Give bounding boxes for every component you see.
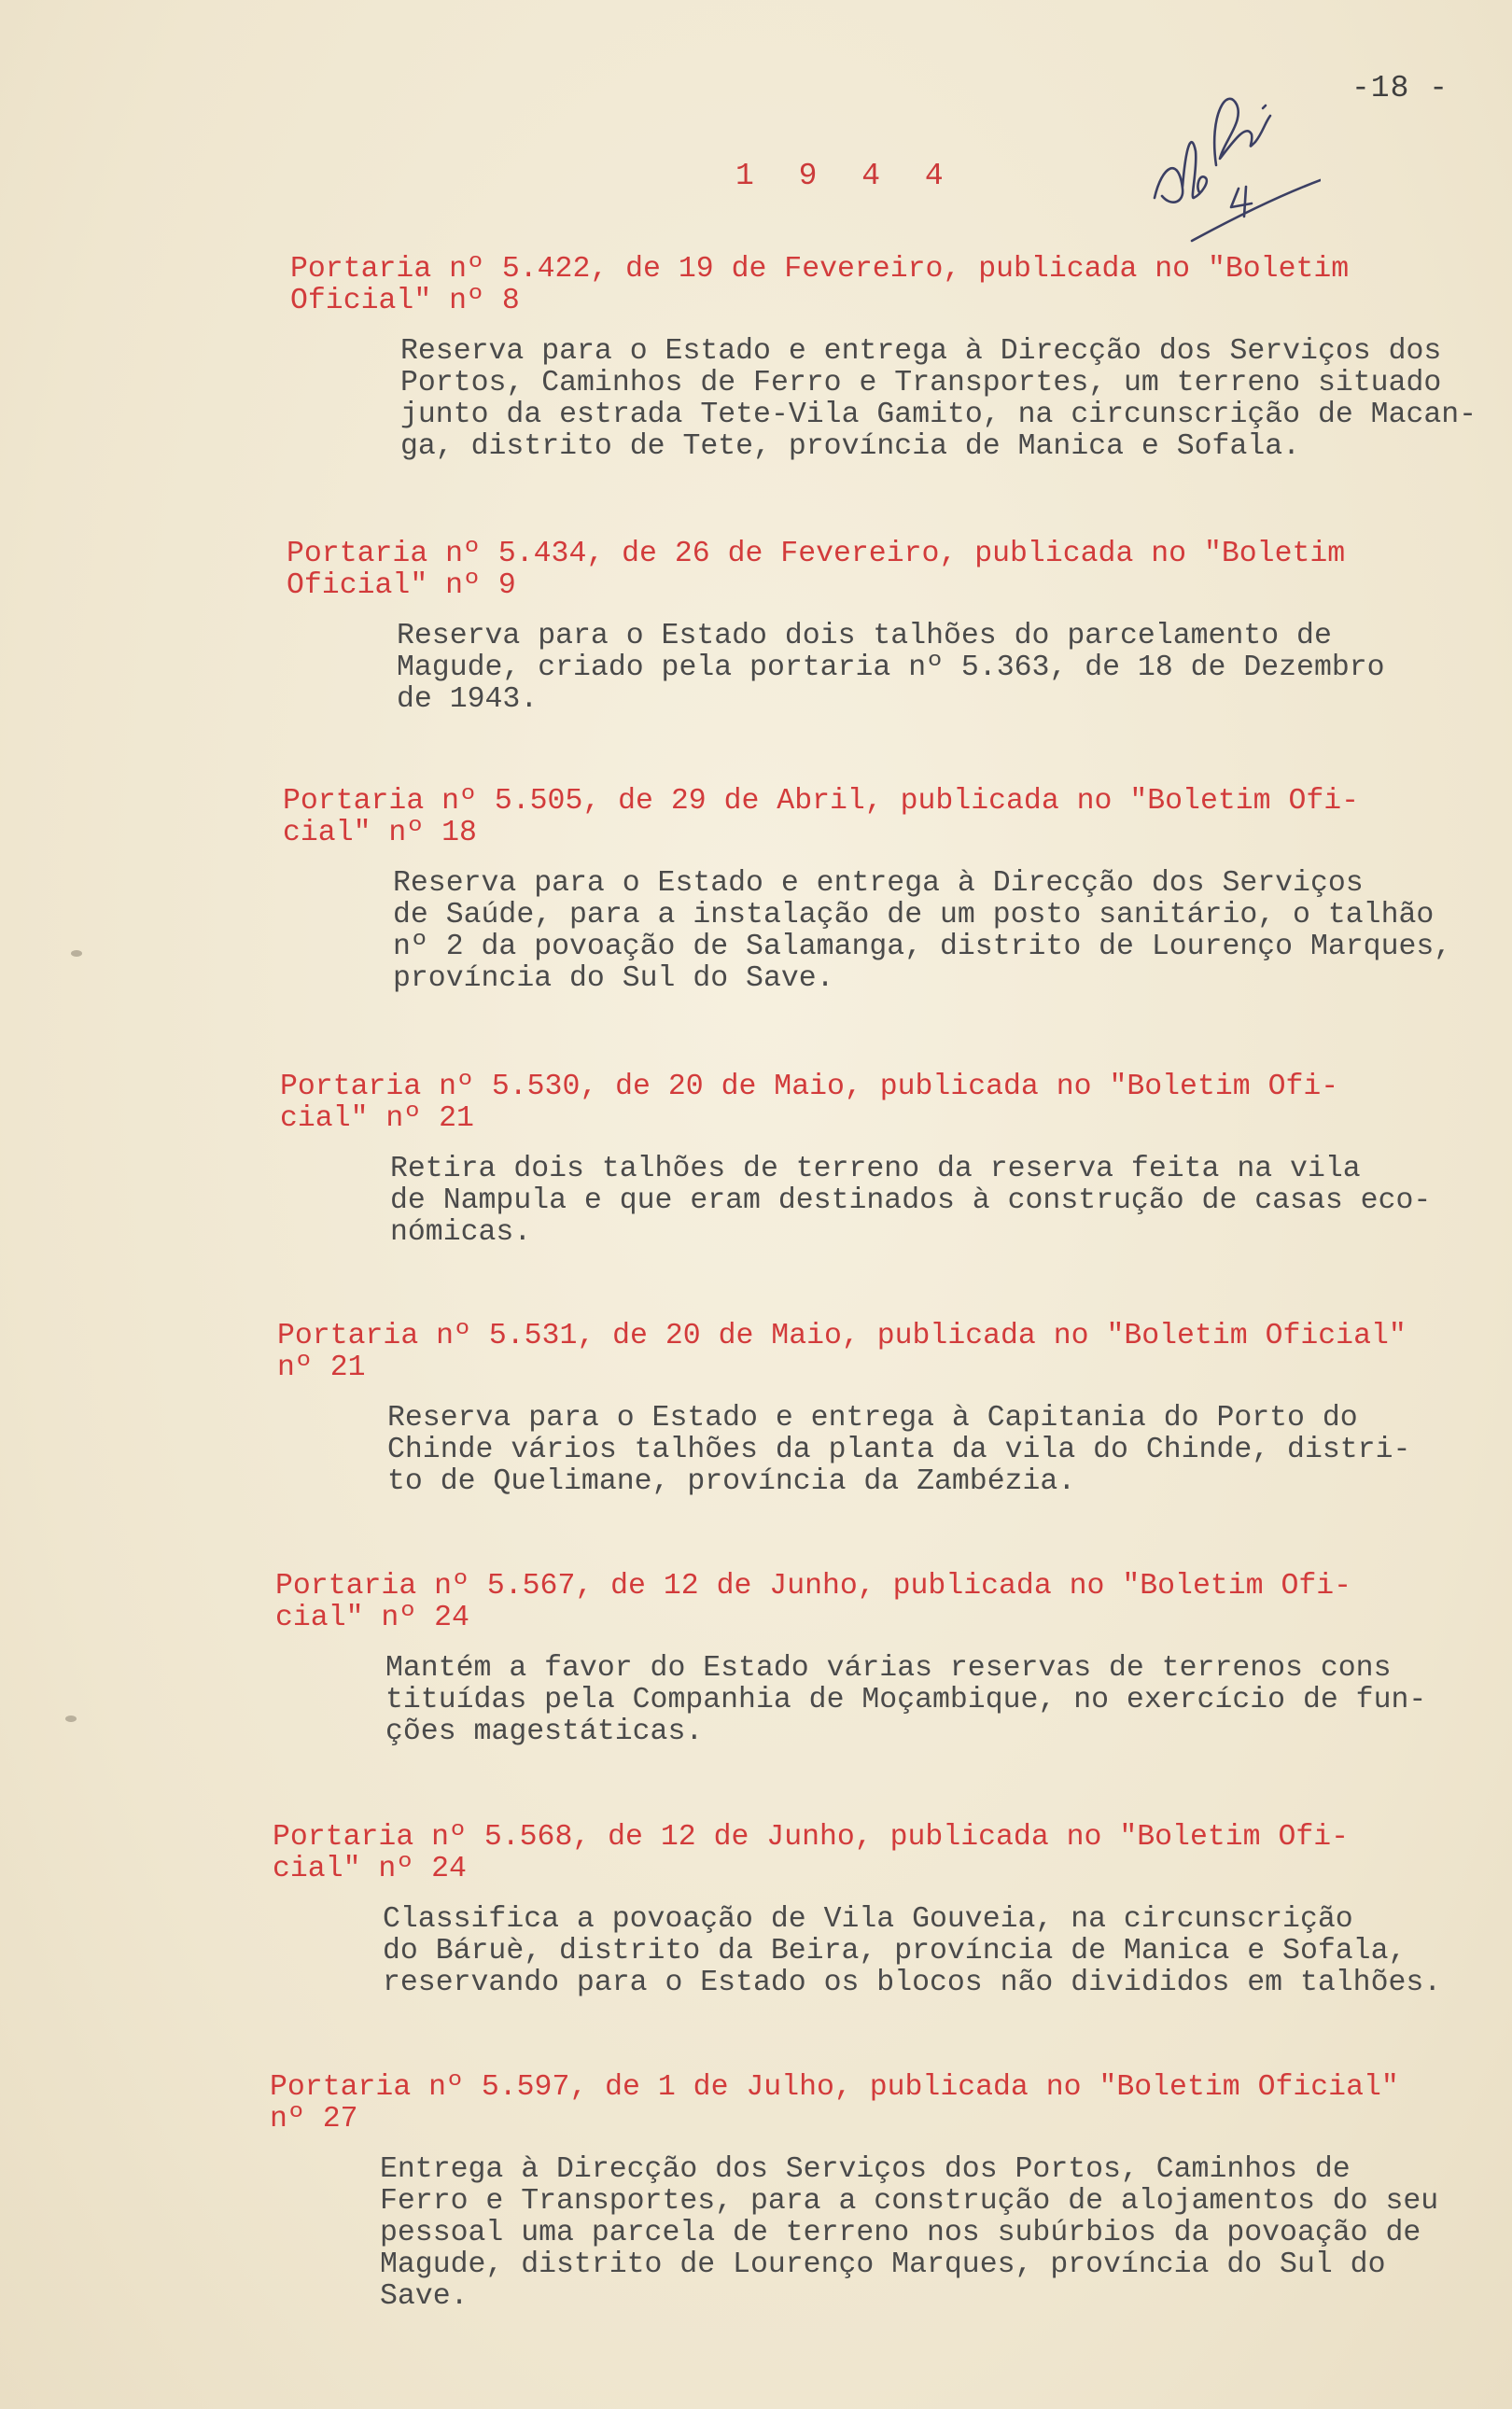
portaria-heading: Portaria nº 5.568, de 12 de Junho, publicada no "Boletim Ofi- cial" nº 24 [273, 1821, 1350, 1885]
document-year: 1 9 4 4 [735, 159, 957, 193]
portaria-body: Classifica a povoação de Vila Gouveia, na circunscrição do Báruè, distrito da Beira, província de Manica e Sofala, reservando para o Estado os blocos não divididos em talhões. [383, 1903, 1442, 1999]
punch-mark [71, 950, 82, 957]
portaria-entry [275, 1571, 1426, 1748]
portaria-entry [280, 1071, 1431, 1249]
portaria-body: Reserva para o Estado dois talhões do parcelamento de Magude, criado pela portaria nº 5.363, de 18 de Dezembro de 1943. [397, 620, 1385, 716]
portaria-entry [287, 539, 1385, 716]
portaria-heading: Portaria nº 5.531, de 20 de Maio, publicada no "Boletim Oficial" nº 21 [277, 1320, 1407, 1384]
portaria-entry [290, 254, 1477, 463]
portaria-entry [283, 786, 1451, 995]
portaria-heading: Portaria nº 5.567, de 12 de Junho, publicada no "Boletim Ofi- cial" nº 24 [275, 1570, 1352, 1634]
portaria-heading: Portaria nº 5.505, de 29 de Abril, publicada no "Boletim Ofi- cial" nº 18 [283, 785, 1360, 849]
portaria-body: Reserva para o Estado e entrega à Capitania do Porto do Chinde vários talhões da planta da vila do Chinde, distri- to de Quelimane, província da Zambézia. [387, 1402, 1411, 1498]
portaria-body: Reserva para o Estado e entrega à Direcção dos Serviços de Saúde, para a instalação de um posto sanitário, o talhão nº 2 da povoação de Salamanga, distrito de Lourenço Marques, província do Sul do Save. [393, 867, 1452, 995]
portaria-heading: Portaria nº 5.434, de 26 de Fevereiro, publicada no "Boletim Oficial" nº 9 [287, 538, 1346, 602]
portaria-body: Retira dois talhões de terreno da reserva feita na vila de Nampula e que eram destinados à construção de casas eco- nómicas. [390, 1153, 1432, 1249]
portaria-entry [277, 1321, 1410, 1498]
punch-mark [65, 1716, 77, 1722]
page-number: -18 - [1351, 71, 1449, 105]
portaria-body: Reserva para o Estado e entrega à Direcção dos Serviços dos Portos, Caminhos de Ferro e Transportes, um terreno situado junto da estrada Tete-Vila Gamito, na circunscrição de Macan- ga, distrito de Tete, província de Manica e Sofala. [400, 335, 1477, 463]
portaria-heading: Portaria nº 5.530, de 20 de Maio, publicada no "Boletim Ofi- cial" nº 21 [280, 1071, 1339, 1135]
portaria-body: Mantém a favor do Estado várias reservas de terrenos cons tituídas pela Companhia de Moçambique, no exercício de fun- ções magestáticas. [385, 1652, 1427, 1748]
portaria-body: Entrega à Direcção dos Serviços dos Portos, Caminhos de Ferro e Transportes, para a construção de alojamentos do seu pessoal uma parcela de terreno nos subúrbios da povoação de Magude, distrito de Lourenço Marques, província do Sul do Save. [380, 2153, 1439, 2313]
portaria-entry [273, 1822, 1441, 1999]
portaria-entry [270, 2072, 1438, 2313]
handwritten-signature [1134, 77, 1321, 254]
portaria-heading: Portaria nº 5.597, de 1 de Julho, publicada no "Boletim Oficial" nº 27 [270, 2071, 1399, 2136]
portaria-heading: Portaria nº 5.422, de 19 de Fevereiro, publicada no "Boletim Oficial" nº 8 [290, 253, 1350, 317]
